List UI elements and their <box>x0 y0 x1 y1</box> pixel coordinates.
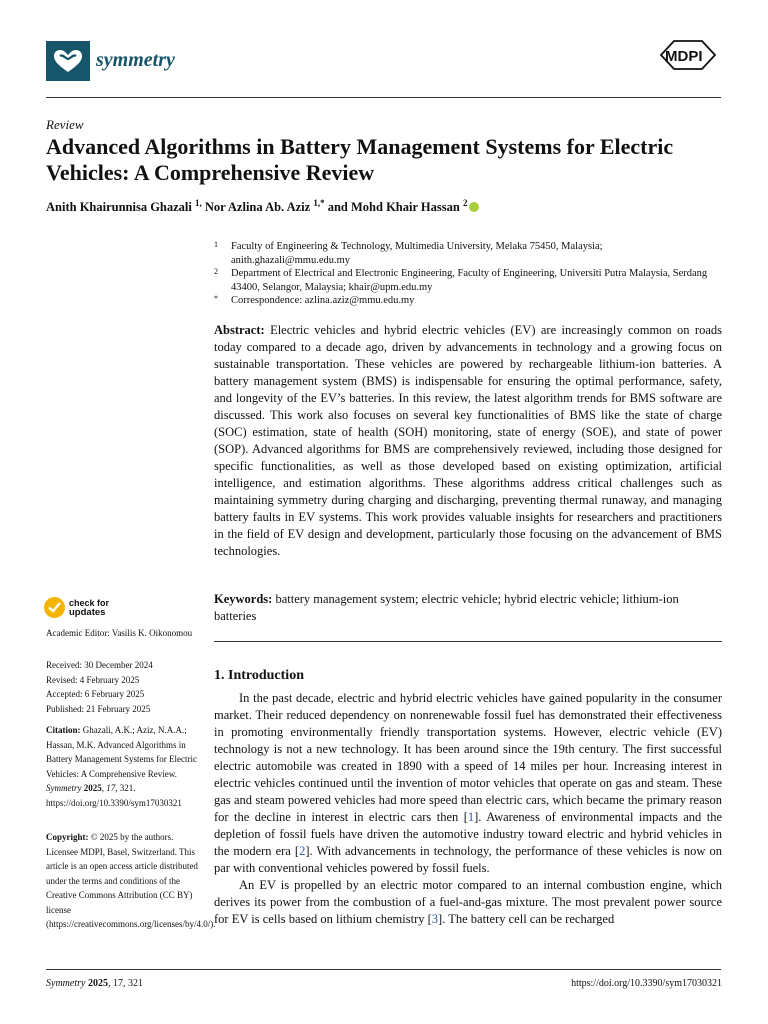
introduction-body <box>214 690 722 928</box>
article-type: Review <box>46 117 84 132</box>
article-title: Advanced Algorithms in Battery Management Systems for Electric Vehicles: A Comprehensive Review <box>46 134 674 185</box>
affiliation-number: 1 <box>214 240 218 249</box>
footer-volume: , 17, 321 <box>107 978 143 989</box>
author-affiliation-mark: 1,* <box>313 198 325 208</box>
paragraph-text: In the past decade, electric and hybrid electric vehicles have gained popularity in the consumer market. Their reduced dependency on nonrenewable fossil fuel has demonstrated their effectiveness in promoting environmentally friendly transportation systems. However, electric vehicle (EV) technology is not a new technology. It has been around since the 19th century. The first successful electric automobile was created in 1890 with a speed of 14 miles per hour. Increasing interest in electric vehicles continued until the invention of motor vehicles that operate on gas and steam. These gas and steam powered vehicles had more speed than electric cars, which became the primary reason for the decline in interest in electric cars then [ <box>214 691 722 824</box>
paragraph-text: ]. The battery cell can be recharged <box>438 912 615 926</box>
affiliation-text: Faculty of Engineering & Technology, Multimedia University, Melaka 75450, Malaysia; anith.ghazali@mmu.edu.my <box>231 241 603 266</box>
keywords-text: battery management system; electric vehicle; hybrid electric vehicle; lithium-ion batteries <box>214 592 679 623</box>
symmetry-logo-icon <box>46 41 90 81</box>
correspondence-text: Correspondence: azlina.aziz@mmu.edu.my <box>231 295 415 306</box>
publisher-logo <box>665 48 703 65</box>
affiliation-number: 2 <box>214 267 218 276</box>
accepted-date: Accepted: 6 February 2025 <box>46 689 145 699</box>
revised-date: Revised: 4 February 2025 <box>46 674 140 685</box>
keywords-divider <box>214 641 722 642</box>
footer-divider <box>46 969 721 970</box>
author-name[interactable]: Anith Khairunnisa Ghazali <box>46 200 192 215</box>
received-date: Received: 30 December 2024 <box>46 660 153 670</box>
affiliation <box>214 240 724 268</box>
orcid-icon[interactable] <box>469 202 479 212</box>
citation-label: Citation: <box>46 725 81 735</box>
citation-link[interactable]: 1 <box>467 810 475 824</box>
checkmark-icon <box>44 597 65 618</box>
paragraph <box>214 877 722 928</box>
updates-line1: check for <box>69 598 110 608</box>
published-date: Published: 21 February 2025 <box>46 703 151 714</box>
header-divider <box>46 97 721 98</box>
abstract-text: Electric vehicles and hybrid electric vehicles (EV) are increasingly common on roads today compared to a decade ago, driven by advancements in technology and a growing focus on sustainable transportation. These vehicles are powered by rechargeable lithium-ion batteries. A battery management system (BMS) is indispensable for ensuring the optimal performance, safety, and longevity of the EV’s batteries. In this review, the latest algorithm trends for BMS software are discussed. This work also focuses on several key functionalities of BMS like the state of charge (SOC) estimation, state of health (SOH) monitoring, state of energy (SOE), and state of power (SOP). Advanced algorithms for BMS are comprehensively reviewed, including those designed for specific functionalities, as well as those developed based on existing optimization, artificial intelligence, and estimation algorithms. These algorithms address critical challenges such as maintaining symmetry during charging and discharging, preventing thermal runaway, and managing battery faults in EV systems. This work provides valuable insights for researchers and practitioners in the field of EV design and development, particularly those focusing on the advancement of BMS technologies. <box>214 323 722 558</box>
citation-journal: Symmetry <box>46 783 82 793</box>
keywords-label: Keywords: <box>214 592 273 606</box>
keywords <box>214 591 722 625</box>
citation-text: Ghazali, A.K.; Aziz, N.A.A.; Hassan, M.K. Advanced Algorithms in Battery Management Systems for Electric Vehicles: A Comprehensive Review. <box>46 725 197 779</box>
affiliation-number: * <box>214 294 218 303</box>
dates <box>46 658 206 716</box>
author-affiliation-mark: 2 <box>462 198 468 208</box>
citation-link[interactable]: 3 <box>431 912 439 926</box>
author-name[interactable]: Mohd Khair Hassan <box>351 200 460 215</box>
abstract-label: Abstract: <box>214 323 265 337</box>
publisher-name: MDPI <box>665 48 703 65</box>
affiliation <box>214 267 724 295</box>
footer-journal: Symmetry <box>46 978 86 989</box>
citation-link[interactable]: 2 <box>299 844 306 858</box>
section-heading: 1. Introduction <box>214 668 304 683</box>
paragraph-text: An EV is propelled by an electric motor compared to an internal combustion engine, which derives its power from the combustion of a fuel-and-gas mixture. The most prevalent power source for EV is cells based on lithium chemistry [ <box>214 878 722 926</box>
correspondence <box>214 294 724 308</box>
paragraph-text: ]. With advancements in technology, the performance of these vehicles is now on par with conventional vehicles powered by fossil fuels. <box>214 844 722 875</box>
author-affiliation-mark: 1, <box>195 198 202 208</box>
citation-doi[interactable]: , 321. https://doi.org/10.3390/sym17030321 <box>46 783 182 808</box>
abstract <box>214 322 722 560</box>
journal-logo <box>46 41 90 81</box>
copyright <box>46 830 216 932</box>
footer-citation <box>46 978 143 989</box>
citation-year: 2025 <box>83 783 102 793</box>
author-name[interactable]: Nor Azlina Ab. Aziz <box>204 200 311 215</box>
paragraph <box>214 690 722 877</box>
journal-name: symmetry <box>96 49 175 71</box>
footer-doi[interactable]: https://doi.org/10.3390/sym17030321 <box>571 978 722 989</box>
footer-year: 2025 <box>87 978 108 989</box>
academic-editor: Academic Editor: Vasilis K. Oikonomou <box>46 628 193 638</box>
paragraph-text: ]. Awareness of environmental impacts and the depletion of fossil fuels have driven the automotive industry toward electric and hybrid vehicles in the modern era [ <box>214 810 722 858</box>
affiliation-text: Department of Electrical and Electronic Engineering, Faculty of Engineering, Universiti Putra Malaysia, Serdang 43400, Selangor, Malaysia; khair@upm.edu.my <box>231 268 708 293</box>
citation-volume: 17 <box>106 783 116 793</box>
copyright-text: © 2025 by the authors. Licensee MDPI, Basel, Switzerland. This article is an open access article distributed under the terms and conditions of the Creative Commons Attribution (CC BY) license (https://creativecommons.org/licenses/by/4.0/). <box>46 832 216 929</box>
author-list <box>46 198 479 215</box>
updates-line2: updates <box>69 607 106 618</box>
author-separator: and <box>327 200 348 215</box>
citation: Citation: Ghazali, A.K.; Aziz, N.A.A.; Hassan, M.K. Advanced Algorithms in Battery Management Systems for Electric Vehicles: A Comprehensive Review. Symmetry 2025, 17, 321. https://doi.org/10.3390/sym17030321 <box>46 725 197 808</box>
copyright-label: Copyright: <box>46 832 89 842</box>
